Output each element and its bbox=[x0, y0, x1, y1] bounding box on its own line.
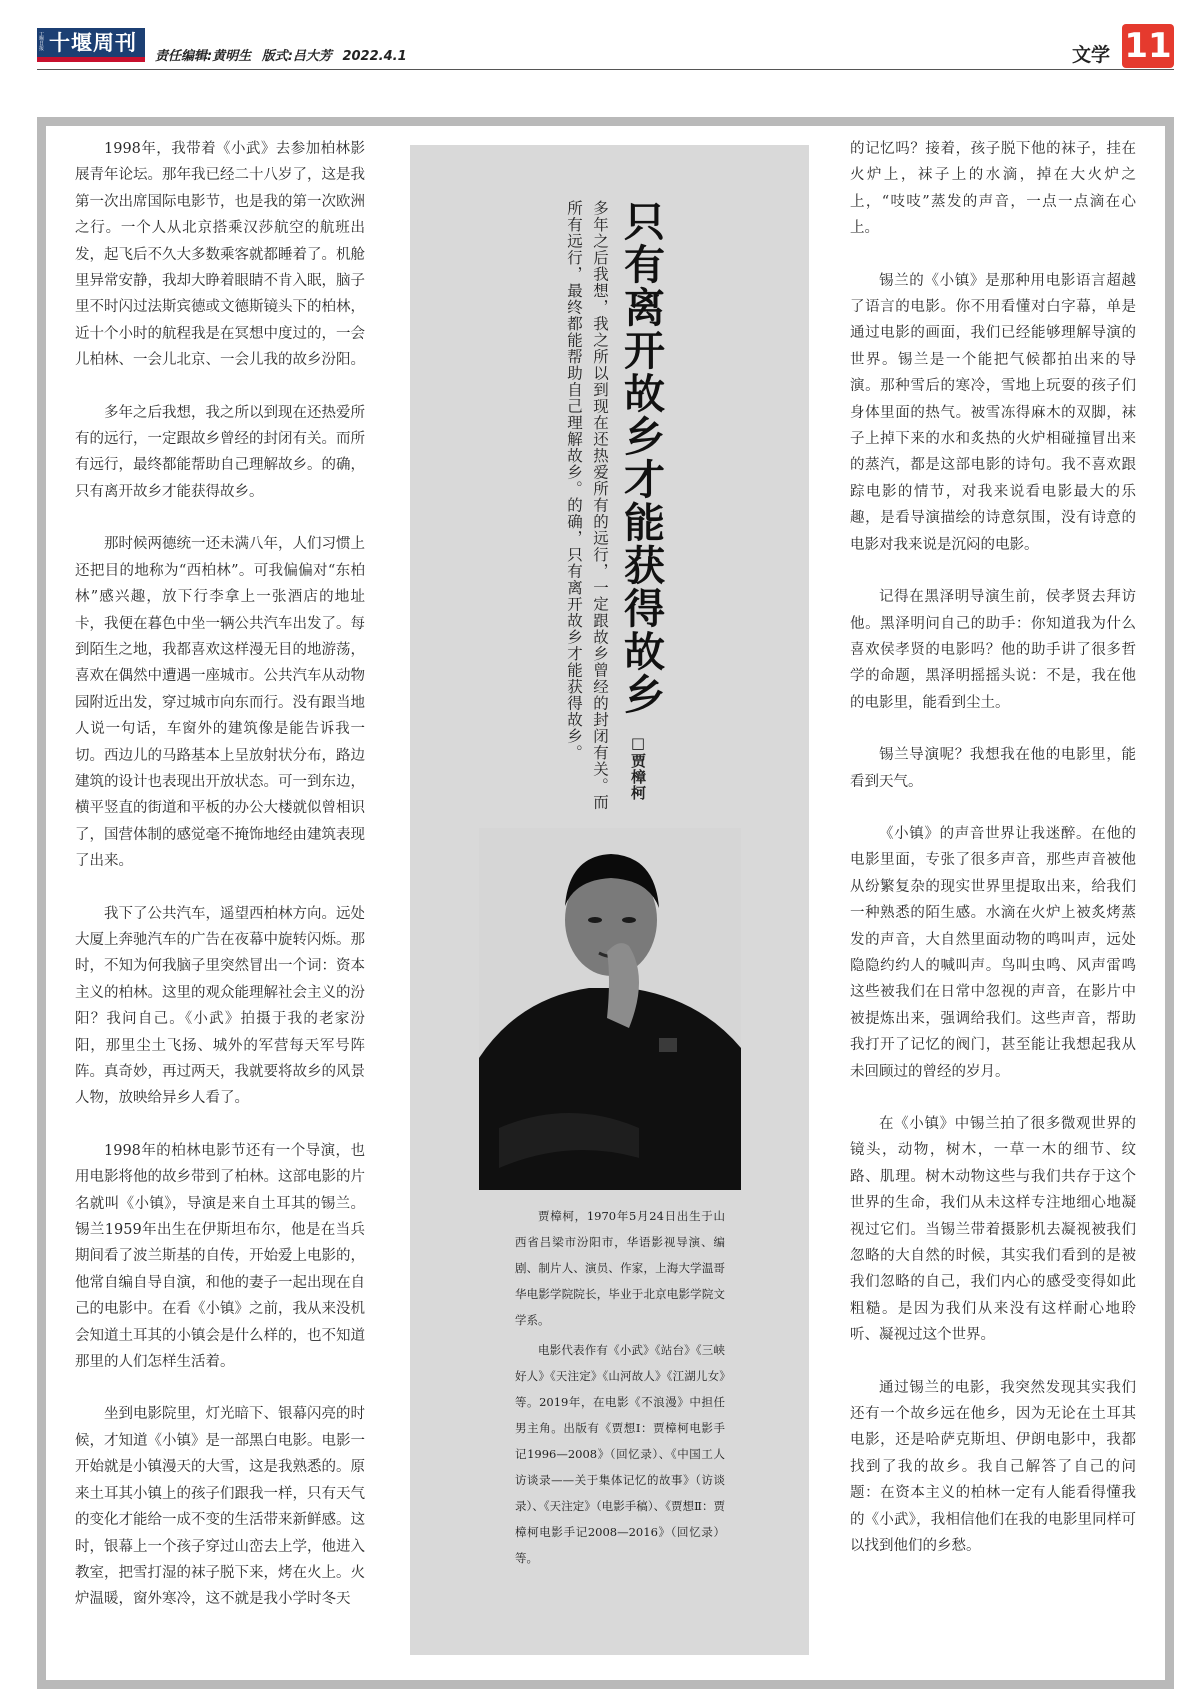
left-paragraph: 那时候两德统一还未满八年，人们习惯上还把目的地称为“西柏林”。可我偏偏对“东柏林”感兴趣，放下行李拿上一张酒店的地址卡，我便在暮色中坐一辆公共汽车出发了。每到陌生之地，我都喜欢这样漫无目的地游荡，喜欢在偶然中遭遇一座城市。公共汽车从动物园附近出发，穿过城市向东而行。没有跟当地人说一句话，车窗外的建筑像是能告诉我一切。西边儿的马路基本上呈放射状分布，路边建筑的设计也表现出开放状态。可一到东边，横平竖直的街道和平板的办公大楼就似曾相识了，国营体制的感觉毫不掩饰地经由建筑表现了出来。 bbox=[75, 536, 365, 870]
logo-subtext: 十堰日报 bbox=[39, 32, 44, 52]
issue-date: 2022.4.1 bbox=[342, 49, 407, 64]
section-label: 文学 bbox=[1072, 44, 1111, 66]
left-paragraph: 坐到电影院里，灯光暗下、银幕闪亮的时候，才知道《小镇》是一部黑白电影。电影一开始就是小镇漫天的大雪，这是我熟悉的。原来土耳其小镇上的孩子们跟我一样，只有天气的变化才能给一成不变的生活带来新鲜感。这时，银幕上一个孩子穿过山峦去上学，他进入教室，把雪打湿的袜子脱下来，烤在火上。火炉温暖，窗外寒冷，这不就是我小学时冬天 bbox=[75, 1406, 365, 1608]
left-paragraph: 1998年，我带着《小武》去参加柏林影展青年论坛。那年我已经二十八岁了，这是我第一次出席国际电影节，也是我的第一次欧洲之行。一个人从北京搭乘汉莎航空的航班出发，起飞后不久大多数乘客就都睡着了。机舱里异常安静，我却大睁着眼睛不肯入眠，脑子里不时闪过法斯宾德或文德斯镜头下的柏林，近十个小时的航程我是在冥想中度过的，一会儿柏林、一会儿北京、一会儿我的故乡汾阳。 bbox=[75, 141, 365, 369]
right-paragraph: 的记忆吗？接着，孩子脱下他的袜子，挂在火炉上，袜子上的水滴，掉在大火炉之上，“吱吱”蒸发的声音，一点一点滴在心上。 bbox=[850, 141, 1136, 237]
bio-paragraph: 电影代表作有《小武》《站台》《三峡好人》《天注定》《山河故人》《江湖儿女》等。2019年，在电影《不浪漫》中担任男主角。出版有《贾想Ⅰ：贾樟柯电影手记1996—2008》（回忆录）、《中国工人访谈录——关于集体记忆的故事》（访谈录）、《天注定》（电影手稿）、《贾想Ⅱ：贾樟柯电影手记2008—2016》（回忆录）等。 bbox=[515, 1343, 725, 1565]
right-paragraph: 在《小镇》中锡兰拍了很多微观世界的镜头，动物，树木，一草一木的细节、纹路、肌理。树木动物这些与我们共存于这个世界的生命，我们从未这样专注地细心地凝视过它们。当锡兰带着摄影机去凝视被我们忽略的大自然的时候，其实我们看到的是被我们忽略的自己，我们内心的感受变得如此粗糙。是因为我们从来没有这样耐心地聆听、凝视过这个世界。 bbox=[850, 1116, 1136, 1344]
left-paragraph: 多年之后我想，我之所以到现在还热爱所有的远行，一定跟故乡曾经的封闭有关。而所有远行，最终都能帮助自己理解故乡。的确，只有离开故乡才能获得故乡。 bbox=[75, 404, 365, 500]
header-divider bbox=[37, 69, 1174, 70]
article-right-column bbox=[850, 136, 1136, 1556]
article-lead-quote: 多年之后我想，我之所以到现在还热爱所有的远行，一定跟故乡曾经的封闭有关。而所有远行，最终都能帮助自己理解故乡。的确，只有离开故乡才能获得故乡。 bbox=[565, 200, 609, 811]
newspaper-logo bbox=[37, 28, 145, 62]
logo-text: 十堰周刊 bbox=[49, 30, 137, 55]
author-bio bbox=[515, 1203, 725, 1575]
right-paragraph: 记得在黑泽明导演生前，侯孝贤去拜访他。黑泽明问自己的助手：你知道我为什么喜欢侯孝贤的电影吗？他的助手讲了很多哲学的命题，黑泽明摇摇头说：不是，我在他的电影里，能看到尘土。 bbox=[850, 589, 1136, 711]
article-title: 只有离开故乡才能获得故乡 bbox=[617, 200, 665, 716]
page-header bbox=[0, 0, 1200, 80]
bio-paragraph: 贾樟柯，1970年5月24日出生于山西省吕梁市汾阳市，华语影视导演、编剧、制片人、演员、作家，上海大学温哥华电影学院院长，毕业于北京电影学院文学系。 bbox=[515, 1209, 725, 1327]
right-paragraph: 锡兰的《小镇》是那种用电影语言超越了语言的电影。你不用看懂对白字幕，单是通过电影的画面，我们已经能够理解导演的世界。锡兰是一个能把气候都拍出来的导演。那种雪后的寒冷，雪地上玩耍的孩子们身体里面的热气。被雪冻得麻木的双脚，袜子上掉下来的水和炙热的火炉相碰撞冒出来的蒸汽，都是这部电影的诗句。我不喜欢跟踪电影的情节，对我来说看电影最大的乐趣，是看导演描绘的诗意氛围，没有诗意的电影对我来说是沉闷的电影。 bbox=[850, 272, 1136, 553]
portrait-illustration bbox=[479, 828, 741, 1190]
masthead-info bbox=[155, 45, 413, 64]
author-portrait-photo bbox=[479, 828, 741, 1190]
article-left-column bbox=[75, 136, 365, 1656]
editor-credit: 责任编辑:黄明生 bbox=[155, 49, 252, 64]
left-paragraph: 1998年的柏林电影节还有一个导演，也用电影将他的故乡带到了柏林。这部电影的片名就叫《小镇》，导演是来自土耳其的锡兰。锡兰1959年出生在伊斯坦布尔，他是在当兵期间看了波兰斯基的自传，开始爱上电影的，他常自编自导自演，和他的妻子一起出现在自己的电影中。在看《小镇》之前，我从来没机会知道土耳其的小镇会是什么样的，也不知道那里的人们怎样生活着。 bbox=[75, 1142, 365, 1371]
right-paragraph: 《小镇》的声音世界让我迷醉。在他的电影里面，专张了很多声音，那些声音被他从纷繁复杂的现实世界里提取出来，给我们一种熟悉的陌生感。水滴在火炉上被炙烤蒸发的声音，大自然里面动物的鸣叫声，远处隐隐约约人的喊叫声。鸟叫虫鸣、风声雷鸣这些被我们在日常中忽视的声音，在影片中被提炼出来，强调给我们。这些声音，帮助我打开了记忆的阀门，甚至能让我想起我从未回顾过的曾经的岁月。 bbox=[850, 825, 1136, 1080]
article-author: □贾樟柯 bbox=[629, 734, 647, 801]
right-paragraph: 通过锡兰的电影，我突然发现其实我们还有一个故乡远在他乡，因为无论在土耳其电影，还是哈萨克斯坦、伊朗电影中，我都找到了我的故乡。我自己解答了自己的问题：在资本主义的柏林一定有人能看得懂我的《小武》，我相信他们在我的电影里同样可以找到他们的乡愁。 bbox=[850, 1379, 1136, 1555]
layout-credit: 版式:吕大芳 bbox=[261, 49, 332, 64]
right-paragraph: 锡兰导演呢？我想我在他的电影里，能看到天气。 bbox=[850, 747, 1136, 790]
page-number-badge: 11 bbox=[1122, 24, 1174, 68]
left-paragraph: 我下了公共汽车，遥望西柏林方向。远处大厦上奔驰汽车的广告在夜幕中旋转闪烁。那时，不知为何我脑子里突然冒出一个词：资本主义的柏林。这里的观众能理解社会主义的汾阳？我问自己。《小武》拍摄于我的老家汾阳，那里尘土飞扬、城外的军营每天军号阵阵。真奇妙，再过两天，我就要将故乡的风景人物，放映给异乡人看了。 bbox=[75, 905, 365, 1107]
